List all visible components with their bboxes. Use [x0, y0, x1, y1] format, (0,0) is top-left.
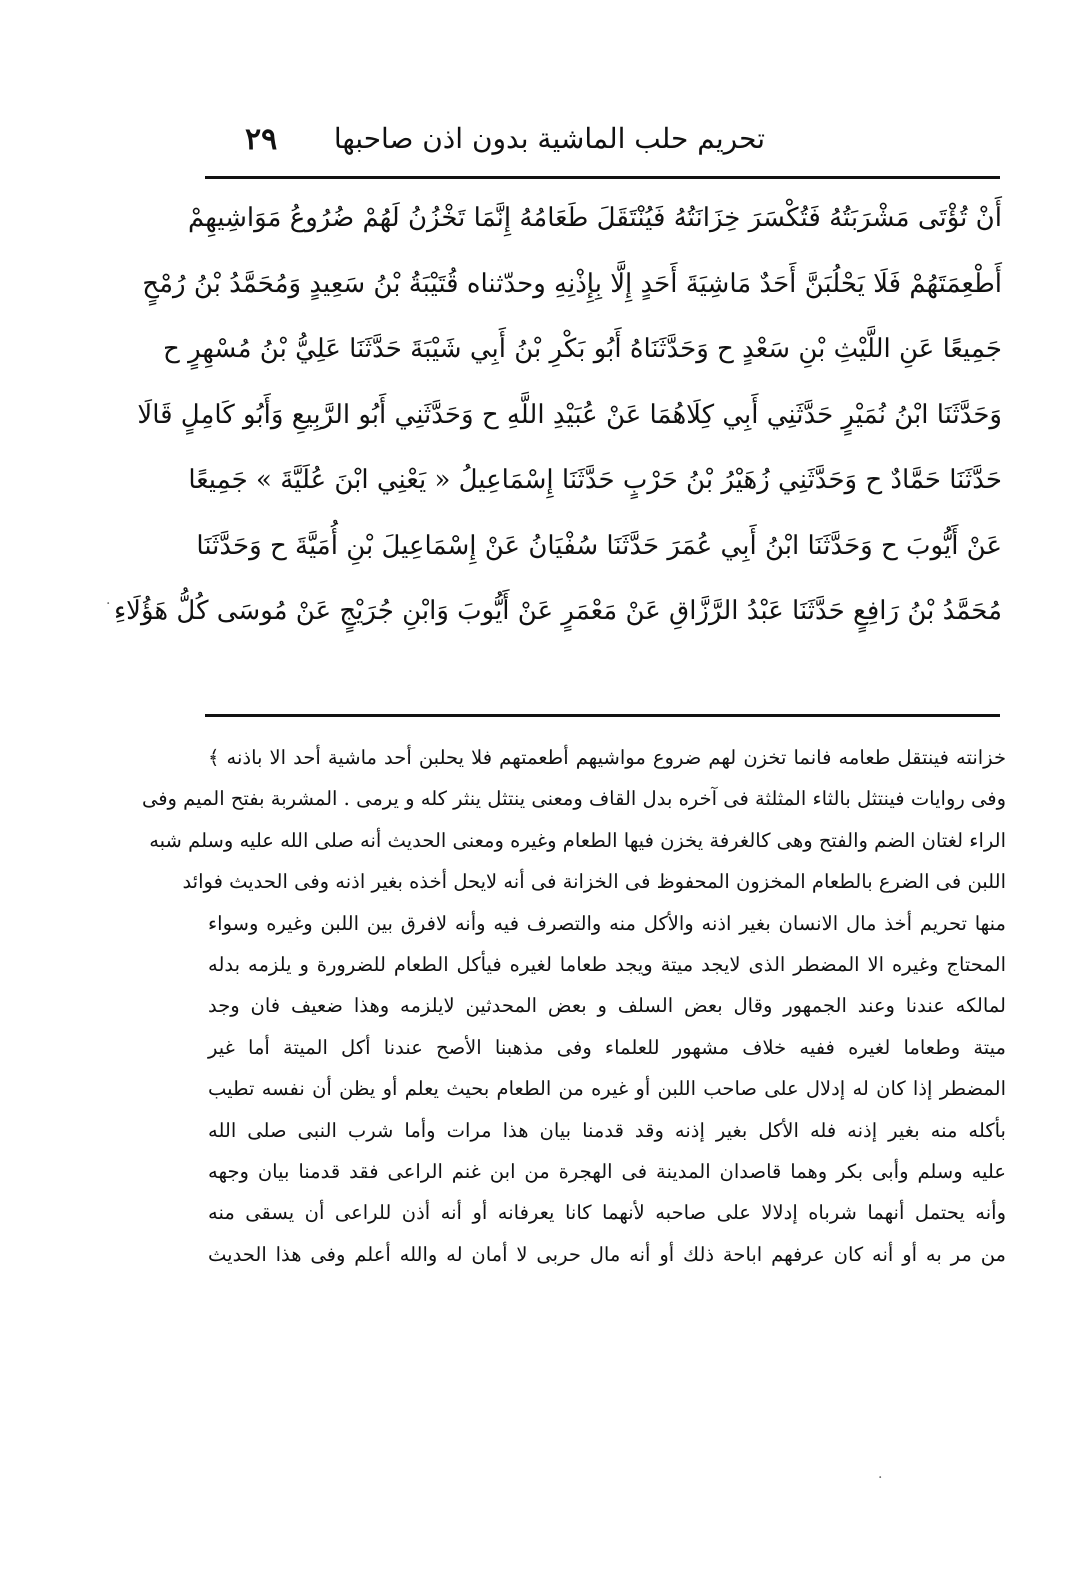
scan-speck: · — [106, 596, 111, 612]
page-number: ٢٩ — [245, 122, 278, 157]
scan-speck: · — [878, 1470, 883, 1486]
hadith-line: أَنْ تُؤْتَى مَشْرَبَتُهُ فَتُكْسَرَ خِزَانَتُهُ فَيُنْتَقَلَ طَعَامُهُ إِنَّمَا تَخْزُنُ لَهُمْ ضُرُوعُ مَوَاشِيهِمْ — [187, 203, 1002, 233]
commentary-divider — [205, 714, 1000, 717]
hadith-line: أَطْعِمَتَهُمْ فَلَا يَحْلُبَنَّ أَحَدٌ مَاشِيَةَ أَحَدٍ إِلَّا بِإِذْنِهِ وحدّثناه قُتَيْبَةُ بْنُ سَعِيدٍ وَمُحَمَّدُ بْنُ رُمْحٍ — [142, 268, 1002, 299]
commentary-line: لمالكه عندنا وعند الجمهور وقال بعض السلف و بعض المحدثين لايلزمه وهذا ضعيف فان وجد — [208, 994, 1006, 1018]
commentary-line: ميتة وطعاما لغيره ففيه خلاف مشهور للعلماء وفى مذهبنا الأصح عندنا أكل الميتة أما غير — [208, 1035, 1006, 1059]
hadith-line: حَدَّثَنَا حَمَّادٌ ح وَحَدَّثَنِي زُهَيْرُ بْنُ حَرْبٍ حَدَّثَنَا إِسْمَاعِيلُ « يَعْنِي ابْنَ عُلَيَّةَ » جَمِيعًا — [188, 465, 1002, 495]
commentary-line: منها تحريم أخذ مال الانسان بغير اذنه والأكل منه والتصرف فيه وأنه لافرق بين اللبن وغيره وسواء — [208, 911, 1006, 935]
hadith-text — [113, 186, 1002, 645]
hadith-line: وَحَدَّثَنَا ابْنُ نُمَيْرٍ حَدَّثَنِي أَبِي كِلَاهُمَا عَنْ عُبَيْدِ اللَّهِ ح وَحَدَّثَنِي أَبُو الرَّبِيعِ وَأَبُو كَامِلٍ قَالَا — [137, 399, 1002, 430]
commentary-line: خزانته فينتقل طعامه فانما تخزن لهم ضروع مواشيهم أطعمتهم فلا يحلبن أحد ماشية أحد الا باذنه ﴾ — [208, 746, 1006, 769]
commentary-line: الراء لغتان الضم والفتح وهى كالغرفة يخزن فيها الطعام وغيره ومعنى الحديث أنه صلى الله عليه وسلم شبه — [149, 828, 1006, 852]
page-header — [205, 118, 1005, 164]
commentary-line: المحتاج وغيره الا المضطر الذى لايجد ميتة ويجد طعاما لغيره فيأكل الطعام للضرورة و يلزمه بدله — [208, 952, 1006, 976]
commentary-line: من مر به أو أنه كان عرفهم اباحة ذلك أو أنه مال حربى لا أمان له والله أعلم وفى هذا الحديث — [208, 1242, 1006, 1266]
running-title: تحريم حلب الماشية بدون اذن صاحبها — [333, 122, 765, 155]
hadith-line: جَمِيعًا عَنِ اللَّيْثِ بْنِ سَعْدٍ ح وَحَدَّثَنَاهُ أَبُو بَكْرِ بْنُ أَبِي شَيْبَةَ حَدَّثَنَا عَلِيُّ بْنُ مُسْهِرٍ ح — [163, 334, 1002, 364]
commentary-line: اللبن فى الضرع بالطعام المخزون المحفوظ فى الخزانة فى أنه لايحل أخذه بغير اذنه وفى الحديث فوائد — [182, 870, 1006, 894]
commentary-text — [141, 737, 1006, 1275]
commentary-line: المضطر إذا كان له إدلال على صاحب اللبن أو غيره من الطعام بحيث يعلم أو يظن أن نفسه تطيب — [208, 1077, 1006, 1101]
commentary-line: عليه وسلم وأبى بكر وهما قاصدان المدينة فى الهجرة من ابن غنم الراعى فقد قدمنا بيان وجهه — [208, 1159, 1006, 1183]
commentary-line: وفى روايات فينتثل بالثاء المثلثة فى آخره بدل القاف ومعنى ينتثل ينثر كله و يرمى . المشربة بفتح الميم وفى — [141, 787, 1006, 811]
hadith-line: مُحَمَّدُ بْنُ رَافِعٍ حَدَّثَنَا عَبْدُ الرَّزَّاقِ عَنْ مَعْمَرٍ عَنْ أَيُّوبَ وَابْنِ جُرَيْجٍ عَنْ مُوسَى كُلُّ هَؤُلَاءِ — [113, 596, 1002, 626]
header-rule — [205, 176, 1000, 179]
commentary-line: بأكله منه بغير إذنه فله الأكل بغير إذنه وقد قدمنا بيان هذا مرات وأما شرب النبى صلى الله — [208, 1118, 1006, 1142]
hadith-line: عَنْ أَيُّوبَ ح وَحَدَّثَنَا ابْنُ أَبِي عُمَرَ حَدَّثَنَا سُفْيَانُ عَنْ إِسْمَاعِيلَ بْنِ أُمَيَّةَ ح وَحَدَّثَنَا — [196, 530, 1002, 561]
commentary-line: وأنه يحتمل أنهما شرباه إدلالا على صاحبه لأنهما كانا يعرفانه أو أنه أذن للراعى أن يسقى منه — [208, 1201, 1006, 1225]
